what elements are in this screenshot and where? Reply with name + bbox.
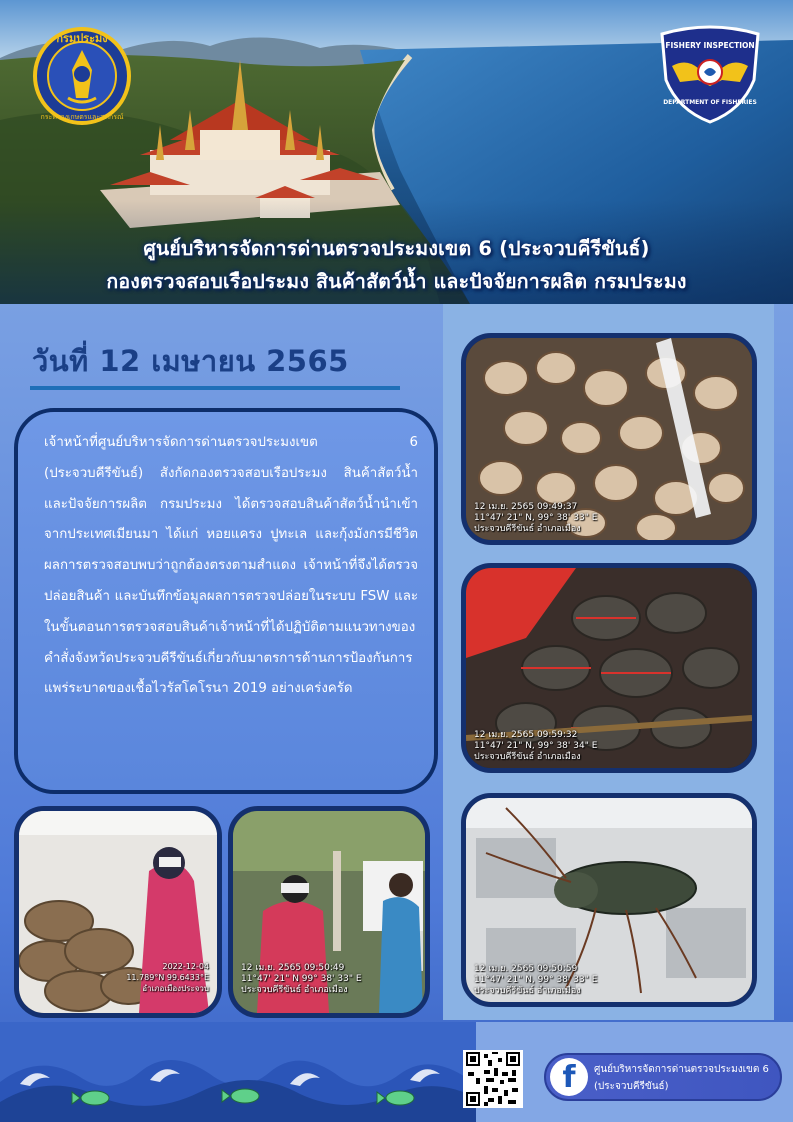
crab-stamp-3: ประจวบคีรีขันธ์ อำเภอเมือง (474, 752, 581, 762)
header-title-line-2: กองตรวจสอบเรือประมง สินค้าสัตว์น้ำ และปัจจัยการผลิต กรมประมง (106, 270, 687, 293)
crab-stamp-1: 12 เม.ย. 2565 09:59:32 (474, 730, 578, 740)
qr-code[interactable] (463, 1050, 523, 1108)
fishery-inspection-badge (656, 24, 764, 124)
facebook-page-link[interactable] (544, 1053, 782, 1101)
report-text-box (14, 408, 438, 794)
facebook-page-label: ศูนย์บริหารจัดการด่านตรวจประมงเขต 6 (ประจวบคีรีขันธ์) (594, 1064, 769, 1092)
truck-stamp-1: 2022-12-04 (162, 962, 209, 971)
truck-stamp-2: 11.789°N 99.6433°E (126, 973, 209, 982)
logo-left-sub: กระทรวงเกษตรและสหกรณ์ (40, 113, 124, 121)
logo-left-name: กรมประมง (56, 32, 108, 45)
facebook-icon: f (550, 1058, 588, 1096)
department-of-fisheries-logo (28, 26, 136, 126)
cockle-stamp-3: ประจวบคีรีขันธ์ อำเภอเมือง (474, 524, 581, 534)
header-banner (0, 0, 793, 304)
officer-stamp-1: 12 เม.ย. 2565 09:50:49 (241, 963, 345, 973)
lobster-stamp-2: 11°47' 21" N, 99° 38' 33" E (474, 975, 598, 985)
lobster-stamp-3: ประจวบคีรีขันธ์ อำเภอเมือง (474, 986, 581, 996)
officer-stamp-2: 11°47' 21" N 99° 38' 33" E (241, 974, 362, 984)
lobster-stamp-1: 12 เม.ย. 2565 09:50:59 (474, 964, 578, 974)
officer-stamp-3: ประจวบคีรีขันธ์ อำเภอเมือง (241, 985, 348, 995)
date-underline (30, 386, 400, 390)
logo-right-top: FISHERY INSPECTION (665, 41, 755, 50)
photo-cockles (461, 333, 757, 545)
logo-right-bottom: DEPARTMENT OF FISHERIES (663, 99, 757, 106)
truck-stamp-3: อำเภอเมืองประจวบ (142, 984, 209, 993)
report-date: วันที่ 12 เมษายน 2565 (32, 344, 349, 378)
header-title-line-1: ศูนย์บริหารจัดการด่านตรวจประมงเขต 6 (ประจวบคีรีขันธ์) (143, 237, 650, 260)
report-body-text: เจ้าหน้าที่ศูนย์บริหารจัดการด่านตรวจประมงเขต 6 (ประจวบคีรีขันธ์) สังกัดกองตรวจสอบเรือประมง สินค้าสัตว์น้ำ และปัจจัยการผลิต กรมประมง ได้ตรวจสอบสินค้าสัตว์น้ำนำเข้า จากประเทศเมียนมา ได้แก่ หอยแครง ปูทะเล และกุ้งมังกรมีชีวิต ผลการตรวจสอบพบว่าถูกต้องตรงตามสำแดง เจ้าหน้าที่จึงได้ตรวจปล่อยสินค้า และบันทึกข้อมูลผลการตรวจปล่อยในระบบ FSW และ ในขั้นตอนการตรวจสอบสินค้าเจ้าหน้าที่ได้ปฏิบัติตามแนวทางของคำสั่งจังหวัดประจวบคีรีขันธ์เกี่ยวกับมาตรการด้านการป้องกันการแพร่ระบาดของเชื้อไวรัสโคโรนา 2019 อย่างเคร่งครัด (44, 435, 418, 697)
photo-truck-inspection (14, 806, 222, 1018)
photo-officers (228, 806, 430, 1018)
photo-lobster (461, 793, 757, 1007)
cockle-stamp-2: 11°47' 21" N, 99° 38' 33" E (474, 513, 598, 523)
crab-stamp-2: 11°47' 21" N, 99° 38' 34" E (474, 741, 598, 751)
cockle-stamp-1: 12 เม.ย. 2565 09:49:37 (474, 502, 578, 512)
photo-crabs (461, 563, 757, 773)
